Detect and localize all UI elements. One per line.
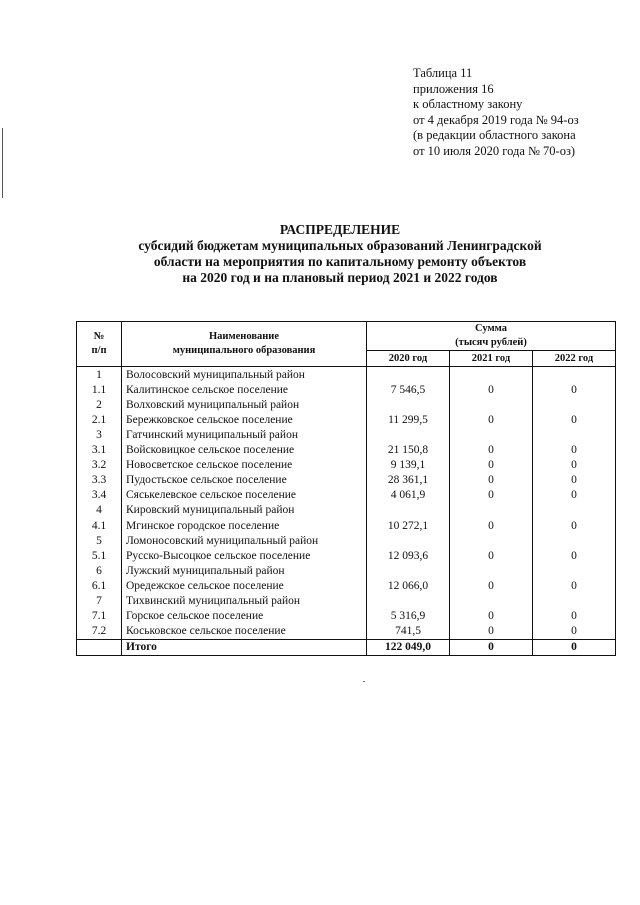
row-name: Тихвинский муниципальный район — [122, 594, 367, 609]
row-2021: 0 — [450, 382, 533, 397]
row-2022 — [533, 427, 616, 442]
header-note-line: от 4 декабря 2019 года № 94-оз — [413, 112, 579, 127]
row-2020 — [367, 594, 450, 609]
row-number: 1.1 — [77, 382, 122, 397]
row-2020 — [367, 533, 450, 548]
row-2020 — [367, 427, 450, 442]
col-header-name-line2: муниципального образования — [172, 345, 316, 357]
row-2022 — [533, 397, 616, 412]
table-row — [77, 503, 616, 518]
row-number: 5.1 — [77, 548, 122, 563]
col-header-sum-line1: Сумма — [475, 323, 507, 334]
total-2021: 0 — [450, 639, 533, 655]
row-2020: 12 066,0 — [367, 578, 450, 593]
row-2021: 0 — [450, 458, 533, 473]
header-note-line: к областному закону — [413, 97, 523, 111]
row-name: Пудостьское сельское поселение — [122, 473, 367, 488]
row-2020 — [367, 503, 450, 518]
row-2020: 9 139,1 — [367, 458, 450, 473]
row-2020: 12 093,6 — [367, 548, 450, 563]
row-2020: 5 316,9 — [367, 609, 450, 624]
row-name: Бережковское сельское поселение — [122, 412, 367, 427]
header-note-line: от 10 июля 2020 года № 70-оз) — [413, 143, 576, 158]
row-2021: 0 — [450, 473, 533, 488]
row-2020 — [367, 563, 450, 578]
row-number: 7 — [77, 594, 122, 609]
row-name: Оредежское сельское поселение — [122, 578, 367, 593]
title-line: субсидий бюджетам муниципальных образований Ленинградской — [138, 238, 542, 253]
row-2020 — [367, 367, 450, 383]
table-row — [77, 412, 616, 427]
row-name: Русско-Высоцкое сельское поселение — [122, 548, 367, 563]
row-2022 — [533, 367, 616, 383]
row-2021: 0 — [450, 443, 533, 458]
row-2021: 0 — [450, 412, 533, 427]
header-note — [413, 66, 579, 159]
row-number: 5 — [77, 533, 122, 548]
row-number: 4 — [77, 503, 122, 518]
row-2021 — [450, 367, 533, 383]
row-2022 — [533, 533, 616, 548]
table-row — [77, 624, 616, 640]
table-row — [77, 427, 616, 442]
row-2021 — [450, 594, 533, 609]
row-number: 2.1 — [77, 412, 122, 427]
row-2022: 0 — [533, 578, 616, 593]
row-2022 — [533, 563, 616, 578]
table-row — [77, 443, 616, 458]
row-2020: 10 272,1 — [367, 518, 450, 533]
row-name: Кировский муниципальный район — [122, 503, 367, 518]
row-number: 7.1 — [77, 609, 122, 624]
row-2022: 0 — [533, 518, 616, 533]
title-line: на 2020 год и на плановый период 2021 и 2022 годов — [182, 270, 498, 285]
distribution-table — [76, 321, 616, 656]
row-name: Новосветское сельское поселение — [122, 458, 367, 473]
table-row — [77, 533, 616, 548]
row-number: 3.4 — [77, 488, 122, 503]
row-2022: 0 — [533, 609, 616, 624]
table-row — [77, 609, 616, 624]
table-row — [77, 563, 616, 578]
scan-speck — [363, 681, 365, 682]
row-name: Ломоносовский муниципальный район — [122, 533, 367, 548]
col-header-number-line1: № — [93, 331, 105, 343]
row-2022: 0 — [533, 624, 616, 640]
row-number: 2 — [77, 397, 122, 412]
header-note-line: Таблица 11 — [413, 66, 473, 80]
row-2022: 0 — [533, 488, 616, 503]
row-2021: 0 — [450, 548, 533, 563]
row-name: Лужский муниципальный район — [122, 563, 367, 578]
row-number: 4.1 — [77, 518, 122, 533]
row-2020: 4 061,9 — [367, 488, 450, 503]
row-2021: 0 — [450, 518, 533, 533]
title-line: РАСПРЕДЕЛЕНИЕ — [279, 222, 401, 237]
row-2021: 0 — [450, 578, 533, 593]
row-name: Калитинское сельское поселение — [122, 382, 367, 397]
total-2022: 0 — [533, 639, 616, 655]
row-number: 3.1 — [77, 443, 122, 458]
row-2022: 0 — [533, 443, 616, 458]
row-number: 3.3 — [77, 473, 122, 488]
title-line: области на мероприятия по капитальному ремонту объектов — [153, 254, 527, 269]
row-2020: 28 361,1 — [367, 473, 450, 488]
col-header-number-line2: п/п — [91, 345, 107, 357]
total-label: Итого — [122, 639, 367, 655]
total-row — [77, 639, 616, 655]
row-2022: 0 — [533, 382, 616, 397]
row-2022 — [533, 594, 616, 609]
row-name: Волосовский муниципальный район — [122, 367, 367, 383]
table-row — [77, 548, 616, 563]
row-name: Гатчинский муниципальный район — [122, 427, 367, 442]
table-row — [77, 397, 616, 412]
row-2021: 0 — [450, 624, 533, 640]
row-number: 1 — [77, 367, 122, 383]
row-name: Коськовское сельское поселение — [122, 624, 367, 640]
table-row — [77, 518, 616, 533]
document-title — [0, 222, 640, 286]
col-header-year: 2022 год — [533, 351, 616, 367]
row-number: 3.2 — [77, 458, 122, 473]
row-2021 — [450, 397, 533, 412]
table-row — [77, 367, 616, 383]
header-note-line: приложения 16 — [413, 81, 494, 96]
table-row — [77, 382, 616, 397]
row-name: Мгинское городское поселение — [122, 518, 367, 533]
total-2020: 122 049,0 — [367, 639, 450, 655]
col-header-year: 2021 год — [450, 351, 533, 367]
margin-line — [2, 128, 3, 198]
col-header-name — [122, 322, 367, 367]
row-2021 — [450, 533, 533, 548]
row-number: 7.2 — [77, 624, 122, 640]
row-2020: 21 150,8 — [367, 443, 450, 458]
row-2022: 0 — [533, 412, 616, 427]
row-number: 6 — [77, 563, 122, 578]
row-2021 — [450, 503, 533, 518]
col-header-name-line1: Наименование — [209, 331, 279, 343]
row-name: Сяськелевское сельское поселение — [122, 488, 367, 503]
col-header-sum — [367, 322, 616, 351]
row-2022: 0 — [533, 548, 616, 563]
table-row — [77, 458, 616, 473]
row-2020: 11 299,5 — [367, 412, 450, 427]
row-2021 — [450, 563, 533, 578]
col-header-number — [77, 322, 122, 367]
table-row — [77, 594, 616, 609]
row-number: 6.1 — [77, 578, 122, 593]
row-2020 — [367, 397, 450, 412]
col-header-year: 2020 год — [367, 351, 450, 367]
row-name: Войсковицкое сельское поселение — [122, 443, 367, 458]
row-name: Горское сельское поселение — [122, 609, 367, 624]
row-2020: 7 546,5 — [367, 382, 450, 397]
row-2020: 741,5 — [367, 624, 450, 640]
col-header-sum-line2: (тысяч рублей) — [455, 337, 527, 348]
row-2022 — [533, 503, 616, 518]
row-2021: 0 — [450, 488, 533, 503]
row-2021: 0 — [450, 609, 533, 624]
table-row — [77, 473, 616, 488]
row-name: Волховский муниципальный район — [122, 397, 367, 412]
total-number-cell — [77, 639, 122, 655]
table-row — [77, 578, 616, 593]
row-2022: 0 — [533, 458, 616, 473]
header-note-line: (в редакции областного закона — [413, 128, 576, 142]
table-row — [77, 488, 616, 503]
row-number: 3 — [77, 427, 122, 442]
row-2021 — [450, 427, 533, 442]
row-2022: 0 — [533, 473, 616, 488]
